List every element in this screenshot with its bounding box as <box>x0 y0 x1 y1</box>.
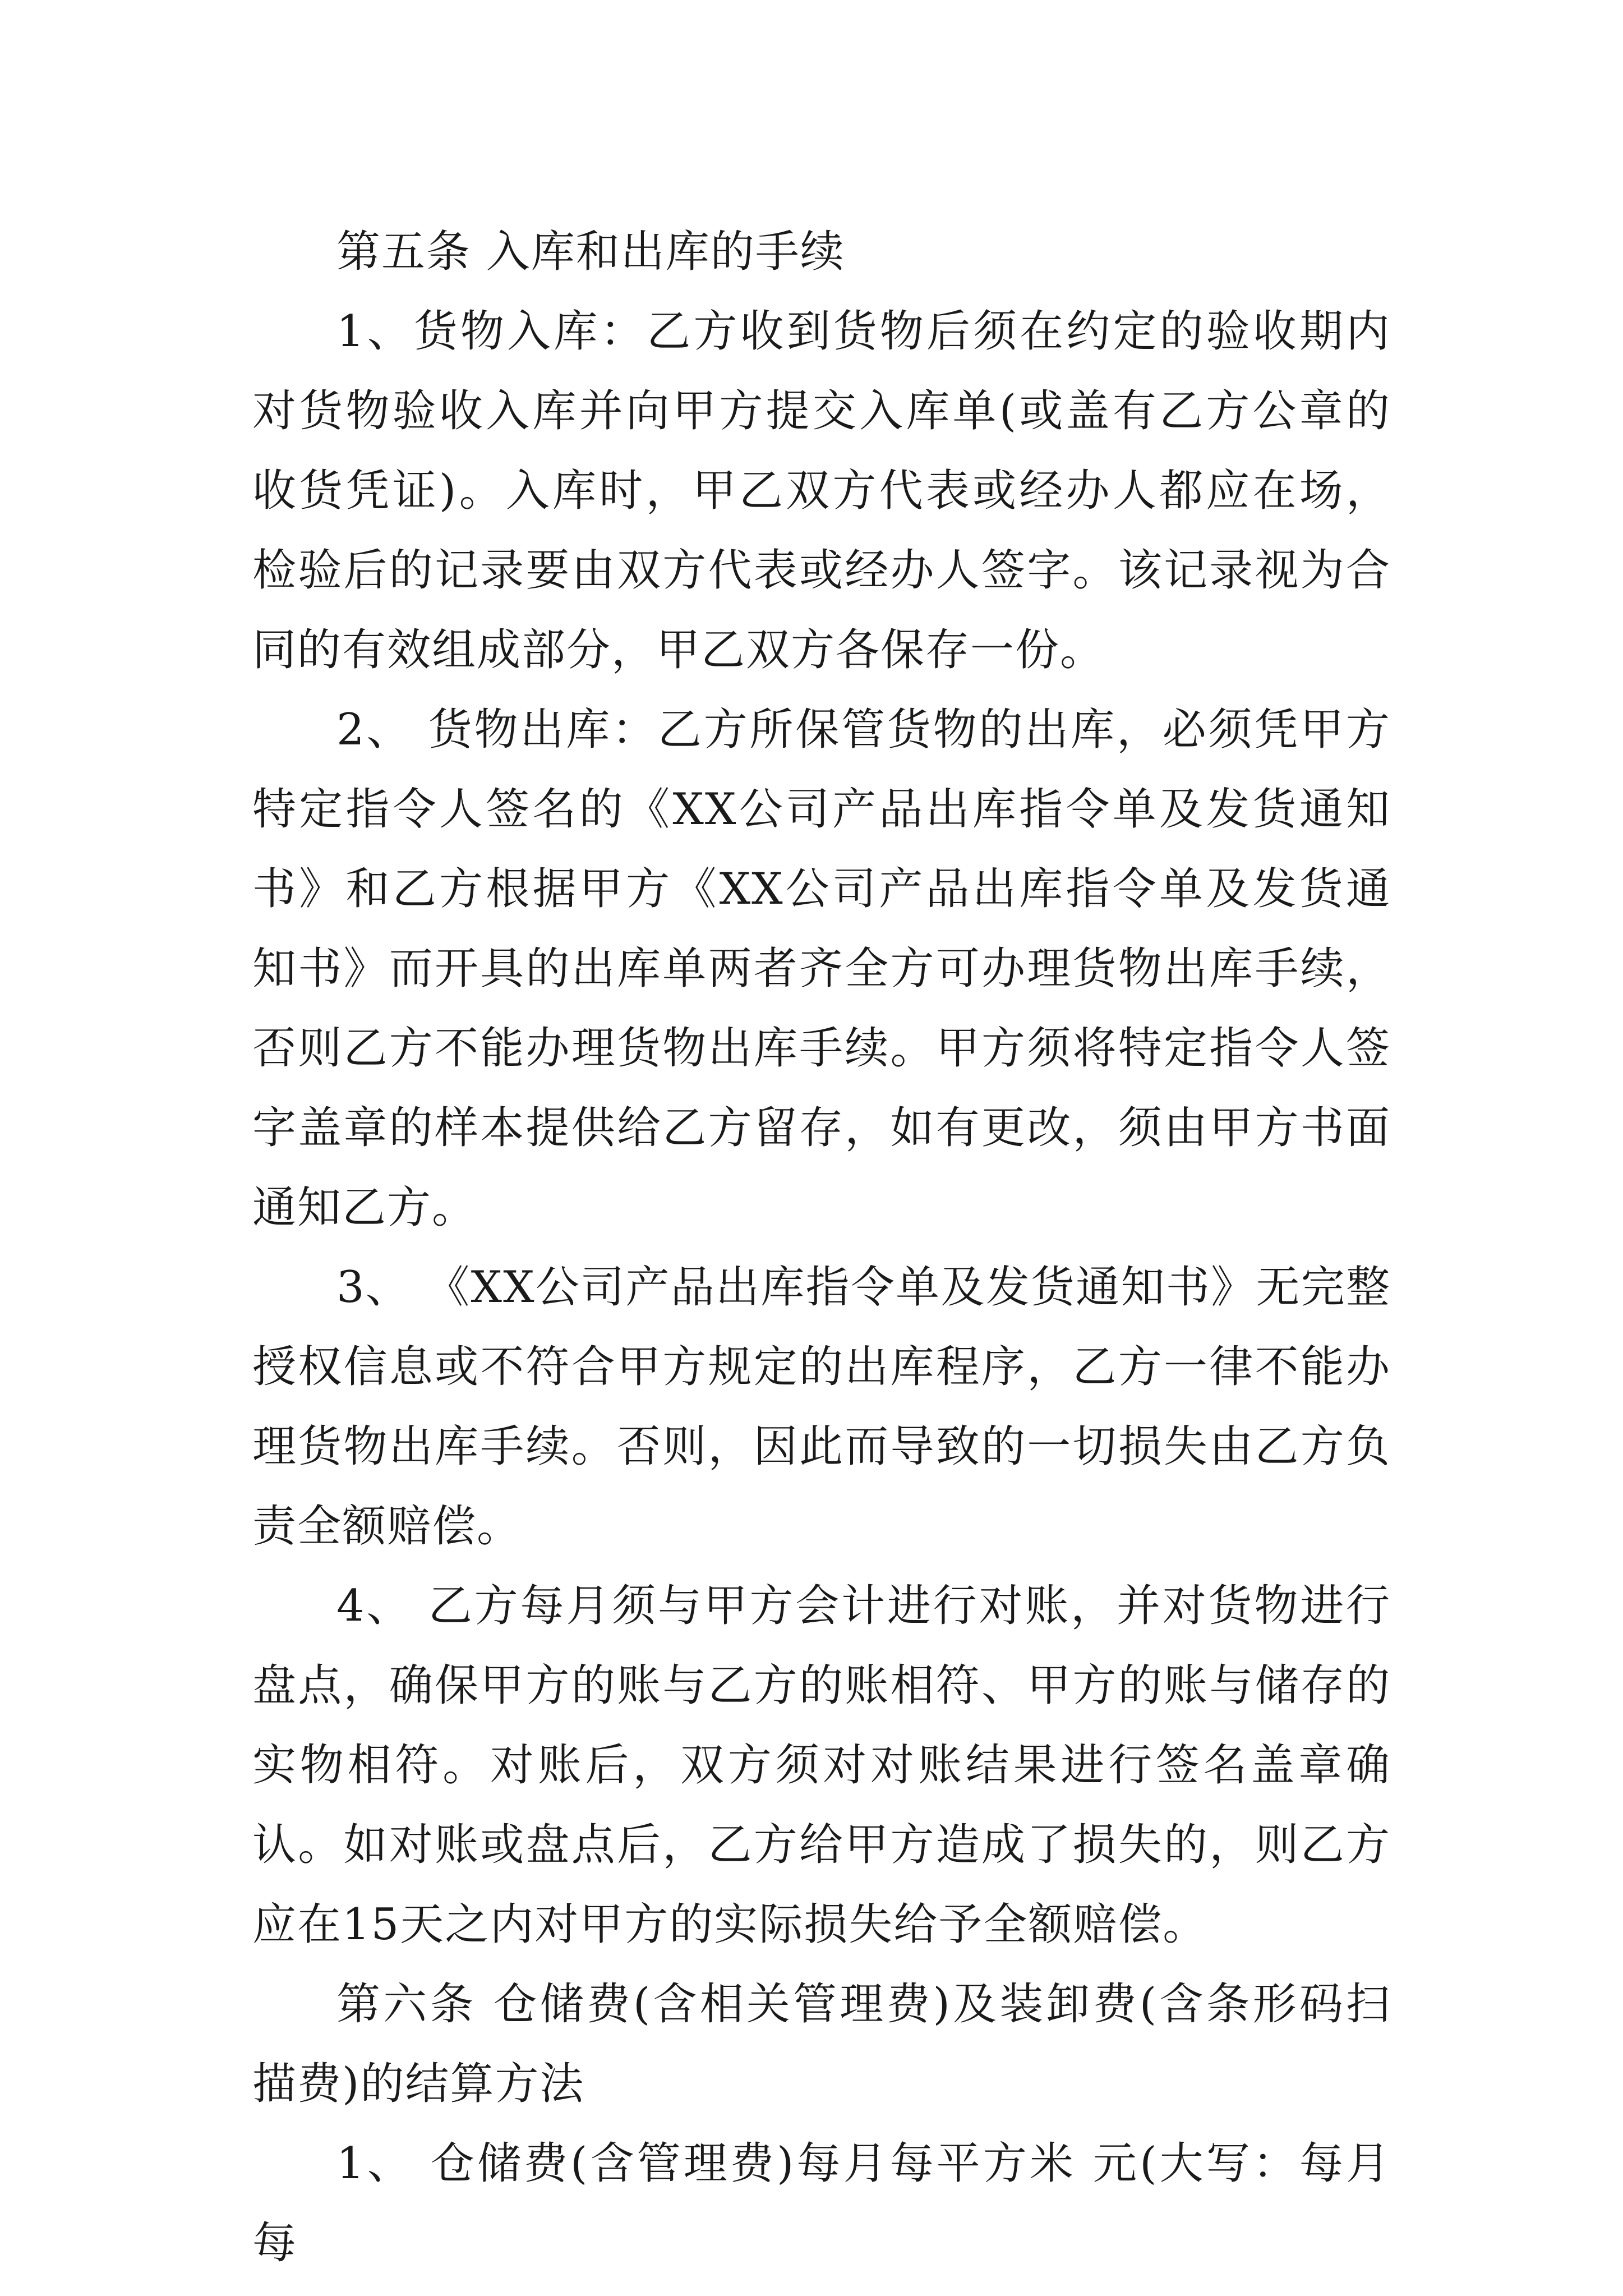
clause-5-4-reconciliation: 4、 乙方每月须与甲方会计进行对账，并对货物进行盘点，确保甲方的账与乙方的账相符、甲方的账与储存的实物相符。对账后，双方须对对账结果进行签名盖章确认。如对账或盘点后，乙方给甲方造成了损失的，则乙方应在15天之内对甲方的实际损失给予全额赔偿。 <box>252 1581 1391 1950</box>
document-body <box>252 212 1391 2283</box>
clause-5-3-authorization: 3、 《XX公司产品出库指令单及发货通知书》无完整授权信息或不符合甲方规定的出库程序，乙方一律不能办理货物出库手续。否则，因此而导致的一切损失由乙方负责全额赔偿。 <box>252 1262 1391 1552</box>
article-6-heading: 第六条 仓储费(含相关管理费)及装卸费(含条形码扫描费)的结算方法 <box>252 1979 1391 2109</box>
clause-6-1-storage-fee: 1、 仓储费(含管理费)每月每平方米 元(大写：每月每 <box>252 2138 1391 2269</box>
clause-5-1-goods-inbound: 1、货物入库：乙方收到货物后须在约定的验收期内对货物验收入库并向甲方提交入库单(或盖有乙方公章的收货凭证)。入库时，甲乙双方代表或经办人都应在场，检验后的记录要由双方代表或经办人签字。该记录视为合同的有效组成部分，甲乙双方各保存一份。 <box>252 306 1391 675</box>
article-5-heading: 第五条 入库和出库的手续 <box>336 227 845 277</box>
clause-5-2-goods-outbound: 2、 货物出库：乙方所保管货物的出库，必须凭甲方特定指令人签名的《XX公司产品出库指令单及发货通知书》和乙方根据甲方《XX公司产品出库指令单及发货通知书》而开具的出库单两者齐全方可办理货物出库手续，否则乙方不能办理货物出库手续。甲方须将特定指令人签字盖章的样本提供给乙方留存，如有更改，须由甲方书面通知乙方。 <box>252 705 1391 1233</box>
